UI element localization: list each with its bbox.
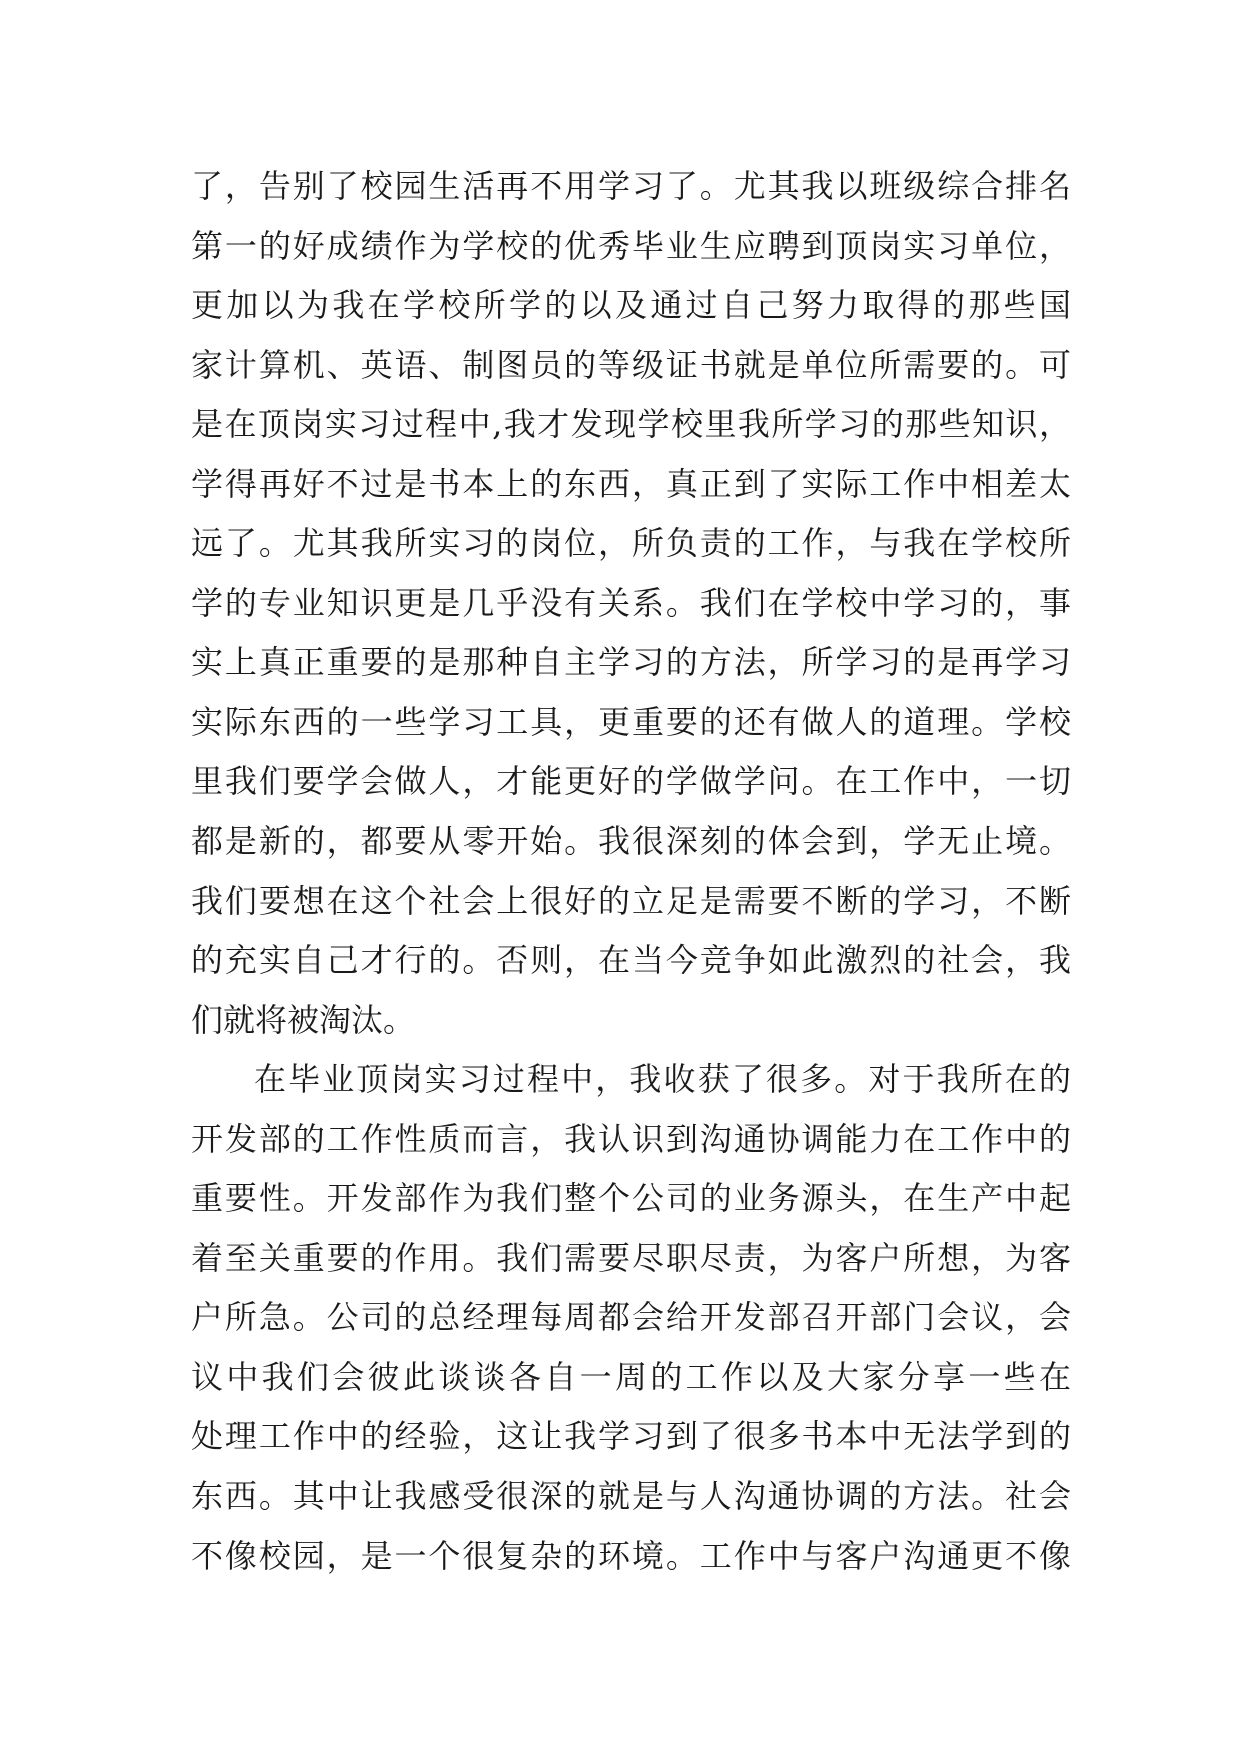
text-line: 实上真正重要的是那种自主学习的方法，所学习的是再学习 [191,643,1071,682]
text-line: 不像校园，是一个很复杂的环境。工作中与客户沟通更不像 [191,1536,1071,1575]
text-line: 远了。尤其我所实习的岗位，所负责的工作，与我在学校所 [191,524,1071,563]
text-line: 都是新的，都要从零开始。我很深刻的体会到，学无止境。 [191,822,1071,861]
text-line: 里我们要学会做人，才能更好的学做学问。在工作中，一切 [191,762,1071,801]
text-line: 了，告别了校园生活再不用学习了。尤其我以班级综合排名 [191,167,1071,205]
paragraph-end-line: 们就将被淘汰。 [191,1000,416,1039]
paragraph-start-line: 在毕业顶岗实习过程中，我收获了很多。对于我所在的 [254,1060,1071,1099]
text-line: 家计算机、英语、制图员的等级证书就是单位所需要的。可 [191,345,1071,384]
text-line: 学的专业知识更是几乎没有关系。我们在学校中学习的，事 [191,583,1071,622]
body-text [191,157,1071,1586]
text-line: 处理工作中的经验，这让我学习到了很多书本中无法学到的 [191,1417,1071,1456]
text-line: 实际东西的一些学习工具，更重要的还有做人的道理。学校 [191,702,1071,741]
text-line: 着至关重要的作用。我们需要尽职尽责，为客户所想，为客 [191,1238,1071,1277]
text-line: 学得再好不过是书本上的东西，真正到了实际工作中相差太 [191,464,1071,503]
text-line: 更加以为我在学校所学的以及通过自己努力取得的那些国 [191,286,1071,325]
text-line: 我们要想在这个社会上很好的立足是需要不断的学习，不断 [191,881,1071,920]
text-line: 开发部的工作性质而言，我认识到沟通协调能力在工作中的 [191,1119,1071,1158]
text-line: 议中我们会彼此谈谈各自一周的工作以及大家分享一些在 [191,1357,1071,1396]
text-line: 第一的好成绩作为学校的优秀毕业生应聘到顶岗实习单位， [191,226,1071,265]
text-line: 东西。其中让我感受很深的就是与人沟通协调的方法。社会 [191,1477,1071,1516]
text-line: 是在顶岗实习过程中,我才发现学校里我所学习的那些知识， [191,405,1071,444]
text-line: 的充实自己才行的。否则，在当今竞争如此激烈的社会，我 [191,941,1071,980]
text-line: 重要性。开发部作为我们整个公司的业务源头，在生产中起 [191,1179,1071,1218]
text-line: 户所急。公司的总经理每周都会给开发部召开部门会议，会 [191,1298,1071,1337]
